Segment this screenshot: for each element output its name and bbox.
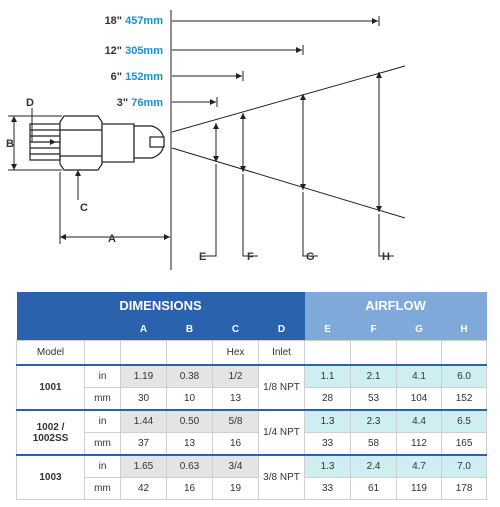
cell-a: 1.19: [121, 365, 167, 388]
inlet-header: Inlet: [259, 341, 305, 366]
model-cell: 1001: [17, 365, 85, 410]
cell-f: 58: [351, 433, 397, 456]
unit-cell: in: [85, 365, 121, 388]
spray-line-lower: [172, 148, 405, 218]
leader-g: [303, 192, 318, 256]
cell-c: 1/2: [213, 365, 259, 388]
unit-cell: in: [85, 410, 121, 433]
col-header-a: A: [121, 318, 167, 341]
cell-h: 6.5: [442, 410, 487, 433]
cell-e: 1.3: [305, 455, 351, 478]
label-e: E: [199, 251, 207, 263]
cell-e: 1.1: [305, 365, 351, 388]
cell-a: 42: [121, 478, 167, 500]
cell-g: 4.4: [397, 410, 442, 433]
label-a: A: [108, 233, 116, 245]
leader-h: [379, 214, 394, 256]
inlet-cell: 1/4 NPT: [259, 410, 305, 455]
cell-h: 6.0: [442, 365, 487, 388]
cell-a: 37: [121, 433, 167, 456]
empty-cell: [167, 341, 213, 366]
label-g: G: [306, 251, 315, 263]
cell-g: 4.1: [397, 365, 442, 388]
col-header-e: E: [305, 318, 351, 341]
label-b: B: [6, 138, 14, 150]
label-h: H: [382, 251, 390, 263]
col-header-b: B: [167, 318, 213, 341]
inlet-cell: 3/8 NPT: [259, 455, 305, 500]
letters-spacer: [17, 318, 121, 341]
distance-label-18: 18" 457mm: [104, 15, 163, 27]
leader-f: [243, 174, 258, 256]
dimensions-header: DIMENSIONS: [17, 292, 305, 318]
cell-b: 0.50: [167, 410, 213, 433]
cell-f: 61: [351, 478, 397, 500]
empty-cell: [351, 341, 397, 366]
cell-h: 152: [442, 388, 487, 411]
unit-cell: mm: [85, 433, 121, 456]
empty-cell: [305, 341, 351, 366]
label-f: F: [247, 251, 254, 263]
cell-h: 7.0: [442, 455, 487, 478]
table-row: [17, 388, 487, 411]
spec-table: [16, 292, 487, 500]
cell-f: 53: [351, 388, 397, 411]
cell-e: 33: [305, 433, 351, 456]
cell-c: 16: [213, 433, 259, 456]
cell-c: 3/4: [213, 455, 259, 478]
empty-cell: [85, 341, 121, 366]
distance-label-6: 6" 152mm: [110, 71, 163, 83]
distance-label-12: 12" 305mm: [104, 45, 163, 57]
col-header-g: G: [397, 318, 442, 341]
table-row: [17, 365, 487, 388]
model-cell: 1003: [17, 455, 85, 500]
cell-g: 104: [397, 388, 442, 411]
cell-e: 28: [305, 388, 351, 411]
cell-g: 4.7: [397, 455, 442, 478]
table-row: [17, 410, 487, 433]
table-row: [17, 455, 487, 478]
table-row: [17, 433, 487, 456]
cell-a: 30: [121, 388, 167, 411]
table-row: [17, 478, 487, 500]
cell-b: 0.63: [167, 455, 213, 478]
col-header-f: F: [351, 318, 397, 341]
label-c: C: [80, 202, 88, 214]
empty-cell: [121, 341, 167, 366]
empty-cell: [442, 341, 487, 366]
col-header-h: H: [442, 318, 487, 341]
cell-g: 112: [397, 433, 442, 456]
cell-g: 119: [397, 478, 442, 500]
cell-a: 1.44: [121, 410, 167, 433]
col-header-c: C: [213, 318, 259, 341]
cell-c: 5/8: [213, 410, 259, 433]
model-header: Model: [17, 341, 85, 366]
cell-h: 178: [442, 478, 487, 500]
cell-f: 2.4: [351, 455, 397, 478]
inlet-cell: 1/8 NPT: [259, 365, 305, 410]
hex-header: Hex: [213, 341, 259, 366]
cell-b: 0.38: [167, 365, 213, 388]
empty-cell: [397, 341, 442, 366]
airflow-header: AIRFLOW: [305, 292, 487, 318]
cell-b: 16: [167, 478, 213, 500]
distance-label-3: 3" 76mm: [116, 97, 163, 109]
cell-e: 1.3: [305, 410, 351, 433]
cell-a: 1.65: [121, 455, 167, 478]
unit-cell: mm: [85, 478, 121, 500]
unit-cell: in: [85, 455, 121, 478]
unit-cell: mm: [85, 388, 121, 411]
col-header-d: D: [259, 318, 305, 341]
leader-e: [200, 164, 216, 256]
cell-f: 2.3: [351, 410, 397, 433]
cell-e: 33: [305, 478, 351, 500]
label-d: D: [26, 97, 34, 109]
cell-b: 13: [167, 433, 213, 456]
cell-c: 19: [213, 478, 259, 500]
nozzle-body: [30, 116, 164, 170]
cell-h: 165: [442, 433, 487, 456]
cell-c: 13: [213, 388, 259, 411]
cell-b: 10: [167, 388, 213, 411]
model-cell: 1002 / 1002SS: [17, 410, 85, 455]
cell-f: 2.1: [351, 365, 397, 388]
